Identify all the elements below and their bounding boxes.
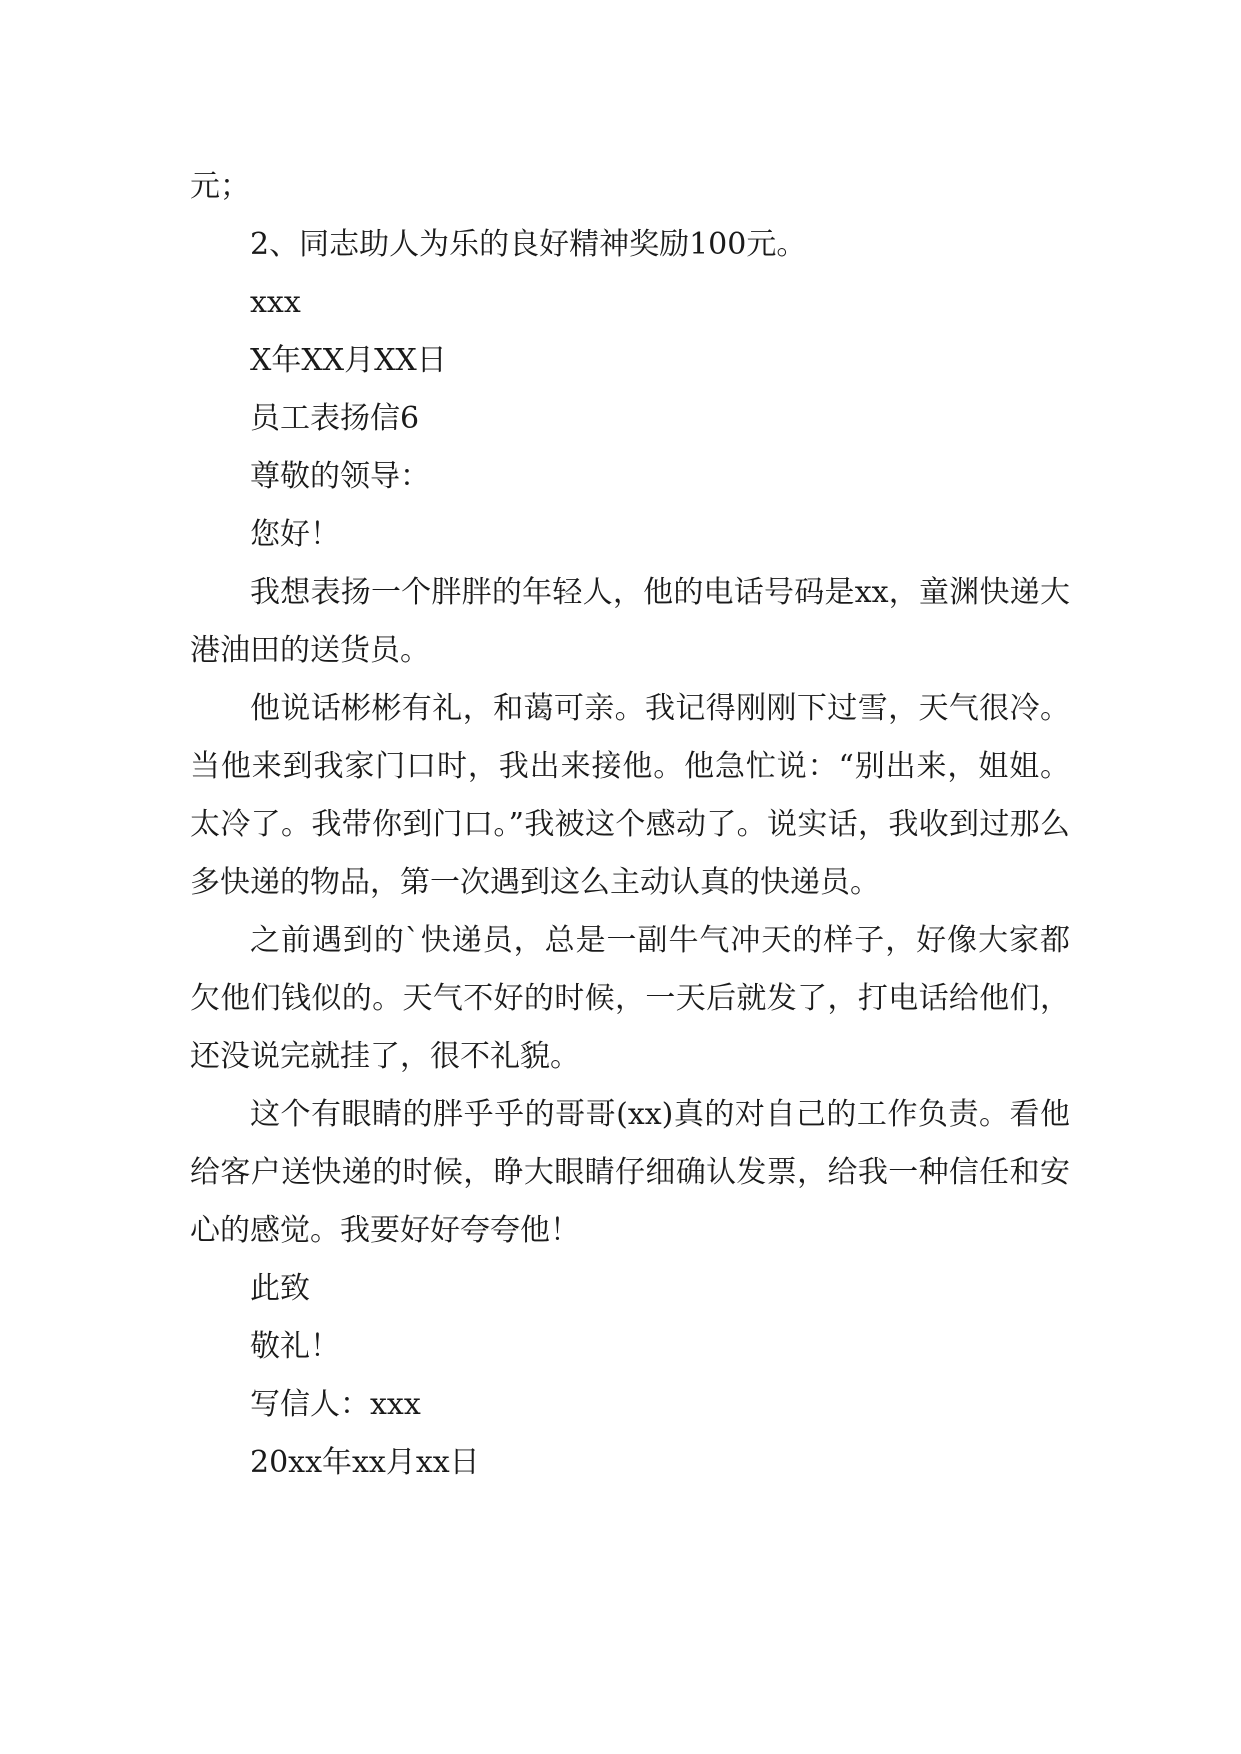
letter-title: 员工表扬信6 [250, 401, 420, 436]
closing-line-1: 此致 [250, 1271, 310, 1306]
salutation: 尊敬的领导： [250, 459, 430, 494]
paragraph-continuation: 元； [190, 169, 250, 204]
writer-signature: 写信人：xxx [250, 1387, 421, 1422]
paragraph-comparison: 之前遇到的`快递员，总是一副牛气冲天的样子，好像大家都欠他们钱似的。天气不好的时候，一天后就发了，打电话给他们，还没说完就挂了，很不礼貌。 [190, 923, 1070, 1074]
paragraph-intro: 我想表扬一个胖胖的年轻人，他的电话号码是xx，童渊快递大港油田的送货员。 [190, 575, 1070, 668]
letter-date: 20xx年xx月xx日 [250, 1445, 480, 1480]
letter-body [190, 158, 1070, 1492]
greeting: 您好！ [250, 517, 340, 552]
paragraph-praise: 这个有眼睛的胖乎乎的哥哥(xx)真的对自己的工作负责。看他给客户送快递的时候，睁大眼睛仔细确认发票，给我一种信任和安心的感觉。我要好好夸夸他！ [190, 1097, 1070, 1248]
paragraph-reward-item: 2、同志助人为乐的良好精神奖励100元。 [250, 227, 807, 262]
paragraph-story: 他说话彬彬有礼，和蔼可亲。我记得刚刚下过雪，天气很冷。当他来到我家门口时，我出来接他。他急忙说：“别出来，姐姐。太冷了。我带你到门口。”我被这个感动了。说实话，我收到过那么多快递的物品，第一次遇到这么主动认真的快递员。 [190, 691, 1070, 900]
closing-line-2: 敬礼！ [250, 1329, 340, 1364]
signature-name: xxx [250, 285, 301, 320]
signature-date: X年XX月XX日 [250, 343, 447, 378]
